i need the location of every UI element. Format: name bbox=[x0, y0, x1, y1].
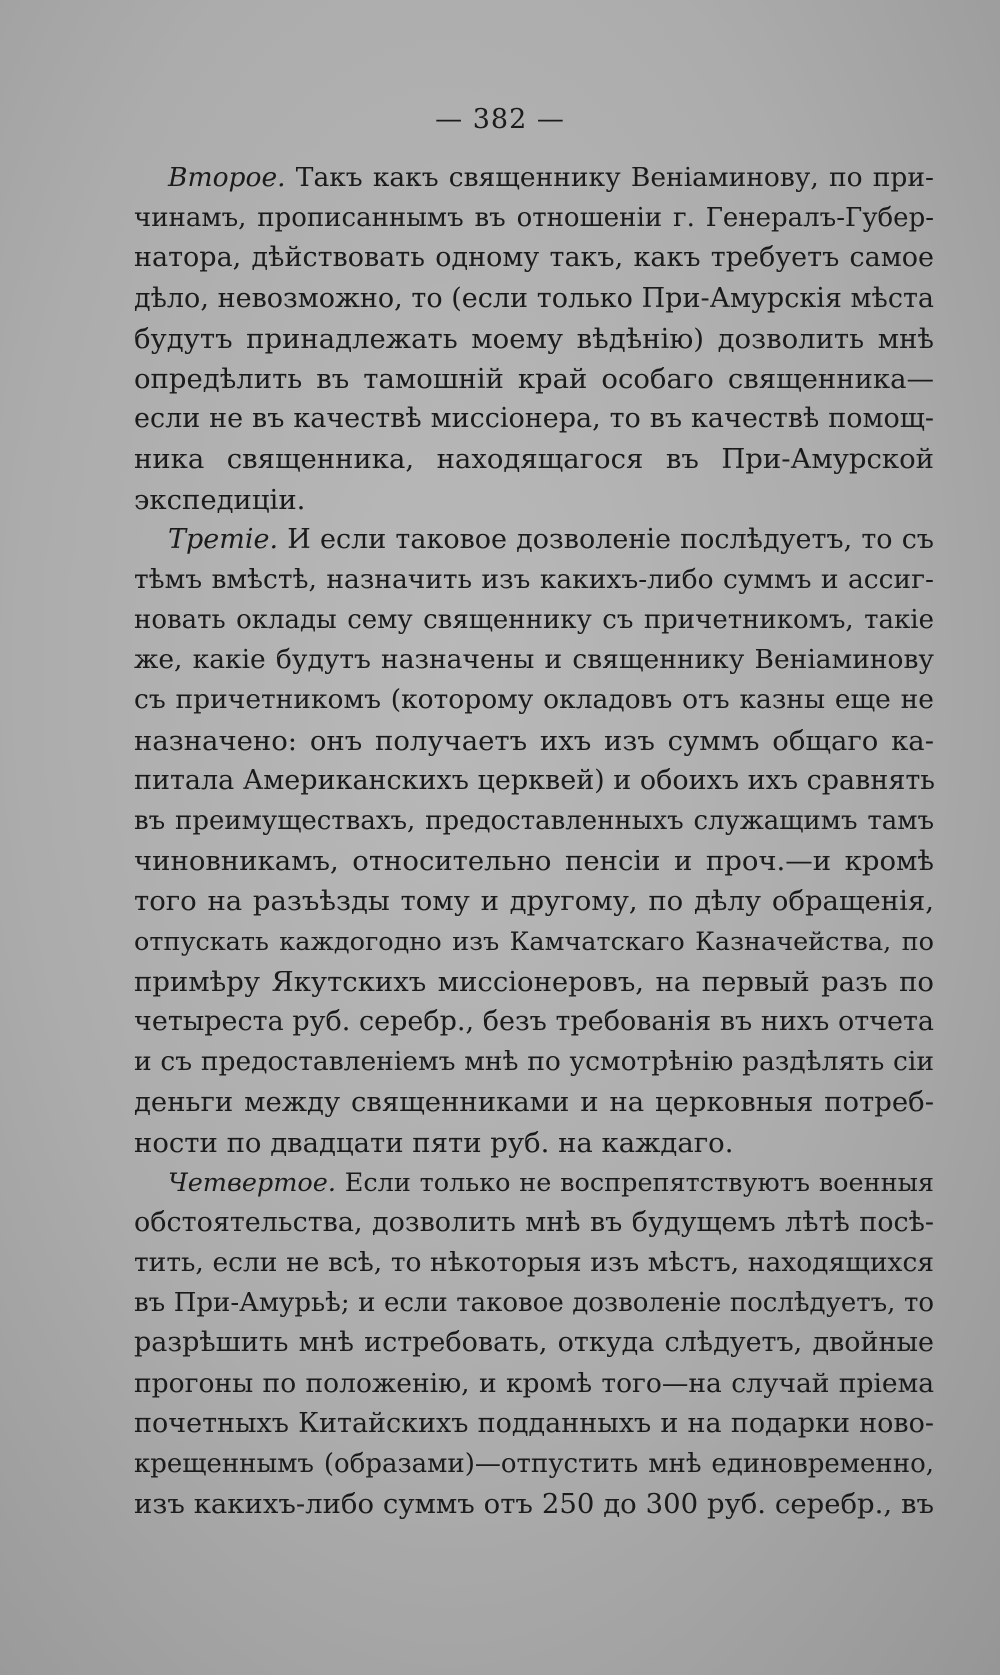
text-line: опредѣлить въ тамошній край особаго священника— bbox=[134, 362, 934, 395]
text-line: ника священника, находящагося въ При-Амурской bbox=[134, 443, 934, 476]
paragraph-lead: Второе. bbox=[168, 162, 286, 193]
text-line: тѣмъ вмѣстѣ, назначить изъ какихъ-либо суммъ и ассиг- bbox=[134, 563, 934, 595]
paragraph-lead: Четвертое. bbox=[168, 1167, 336, 1198]
line-text: И если таковое дозволеніе послѣдуетъ, то съ bbox=[287, 523, 934, 555]
page-number: — 382 — bbox=[435, 104, 565, 135]
text-line: въ преимуществахъ, предоставленныхъ служащимъ тамъ bbox=[134, 806, 934, 836]
text-line: деньги между священниками и на церковныя потреб- bbox=[134, 1086, 934, 1119]
line-text: Такъ какъ священнику Веніаминову, по при- bbox=[295, 162, 934, 193]
text-line: примѣру Якутскихъ миссіонеровъ, на первый разъ по bbox=[134, 965, 934, 998]
text-line: въ При-Амурьѣ; и если таковое дозволеніе послѣдуетъ, то bbox=[134, 1288, 934, 1319]
text-line: если не въ качествѣ миссіонера, то въ качествѣ помощ- bbox=[134, 403, 934, 435]
text-line: питала Американскихъ церквей) и обоихъ ихъ сравнять bbox=[134, 764, 935, 796]
text-line: отпускать каждогодно изъ Камчатскаго Казначейства, по bbox=[134, 926, 934, 957]
paragraph-third bbox=[134, 520, 934, 1163]
text-line: ности по двадцати пяти руб. на каждаго. bbox=[134, 1126, 734, 1159]
body-text bbox=[134, 158, 934, 1524]
text-line: и съ предоставленіемъ мнѣ по усмотрѣнію раздѣлять сіи bbox=[134, 1046, 934, 1078]
text-line: же, какіе будутъ назначены и священнику Веніаминову bbox=[134, 644, 934, 676]
text-line: чиновникамъ, относительно пенсіи и проч.—и кромѣ bbox=[134, 845, 934, 878]
text-line: тить, если не всѣ, то нѣкоторыя изъ мѣстъ, находящихся bbox=[134, 1247, 934, 1279]
text-line: крещеннымъ (образами)—отпустить мнѣ единовременно, bbox=[134, 1449, 934, 1479]
text-line bbox=[134, 1163, 934, 1203]
paragraph-lead: Третіе. bbox=[168, 523, 279, 555]
text-line: обстоятельства, дозволить мнѣ въ будущемъ лѣтѣ посѣ- bbox=[134, 1206, 934, 1238]
text-line: четыреста руб. серебр., безъ требованія въ нихъ отчета bbox=[134, 1005, 934, 1037]
text-line: того на разъѣзды тому и другому, по дѣлу обращенія, bbox=[134, 885, 934, 918]
text-line: будутъ принадлежать моему вѣдѣнію) дозволить мнѣ bbox=[134, 322, 934, 355]
text-line: назначено: онъ получаетъ ихъ изъ суммъ общаго ка- bbox=[134, 724, 934, 757]
text-line: прогоны по положенію, и кромѣ того—на случай пріема bbox=[134, 1367, 934, 1399]
text-line: изъ какихъ-либо суммъ отъ 250 до 300 руб. серебр., въ bbox=[134, 1488, 934, 1521]
line-text: Если только не воспрепятствуютъ военныя bbox=[344, 1167, 934, 1198]
text-line: натора, дѣйствовать одному такъ, какъ требуетъ самое bbox=[134, 242, 934, 274]
text-line: новать оклады сему священнику съ причетникомъ, такіе bbox=[134, 605, 934, 636]
paragraph-second bbox=[134, 158, 934, 520]
paragraph-fourth bbox=[134, 1163, 934, 1525]
text-line bbox=[134, 520, 934, 560]
text-line: экспедиціи. bbox=[134, 483, 306, 516]
text-line: съ причетникомъ (которому окладовъ отъ казны еще не bbox=[134, 684, 934, 716]
text-line: чинамъ, прописаннымъ въ отношеніи г. Генералъ-Губер- bbox=[134, 203, 934, 234]
text-line: дѣло, невозможно, то (если только При-Амурскія мѣста bbox=[134, 282, 934, 314]
text-line bbox=[134, 158, 934, 198]
text-line: разрѣшить мнѣ истребовать, откуда слѣдуетъ, двойные bbox=[134, 1327, 934, 1359]
text-line: почетныхъ Китайскихъ подданныхъ и на подарки ново- bbox=[134, 1407, 934, 1439]
